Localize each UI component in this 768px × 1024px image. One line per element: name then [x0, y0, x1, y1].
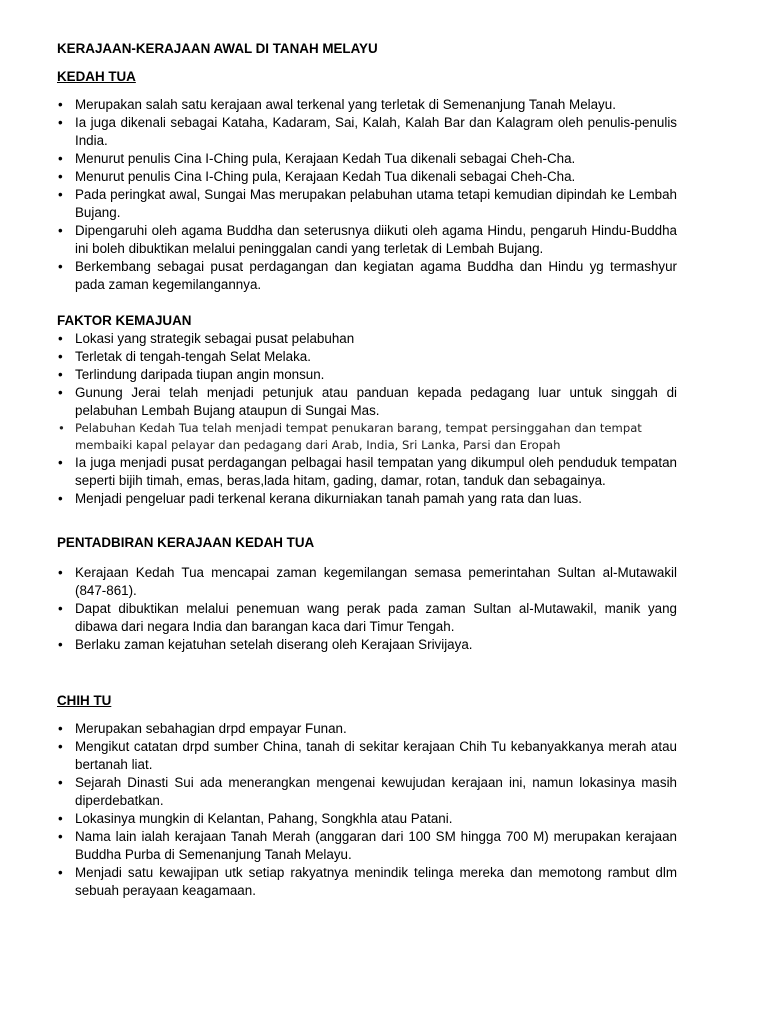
heading-faktor-kemajuan: FAKTOR KEMAJUAN [57, 313, 192, 328]
list-item: • Terletak di tengah-tengah Selat Melaka. [57, 348, 677, 366]
list-item: • Ia juga dikenali sebagai Kataha, Kadaram, Sai, Kalah, Kalah Bar dan Kalagram oleh penulis-penulis India. [57, 114, 677, 150]
list-pentadbiran [57, 564, 677, 654]
list-item: • Pada peringkat awal, Sungai Mas merupakan pelabuhan utama tetapi kemudian dipindah ke Lembah Bujang. [57, 186, 677, 222]
list-item: • Terlindung daripada tiupan angin monsun. [57, 366, 677, 384]
list-item: • Menjadi satu kewajipan utk setiap rakyatnya menindik telinga mereka dan memotong rambut dlm sebuah perayaan keagamaan. [57, 864, 677, 900]
list-chih-tu [57, 720, 677, 900]
list-item: • Ia juga menjadi pusat perdagangan pelbagai hasil tempatan yang dikumpul oleh penduduk tempatan seperti bijih timah, emas, beras,lada hitam, gading, damar, rotan, tanduk dan sebagainya. [57, 454, 677, 490]
document-title: KERAJAAN-KERAJAAN AWAL DI TANAH MELAYU [57, 41, 378, 56]
list-item: • Sejarah Dinasti Sui ada menerangkan mengenai kewujudan kerajaan ini, namun lokasinya masih diperdebatkan. [57, 774, 677, 810]
list-item: • Menurut penulis Cina I-Ching pula, Kerajaan Kedah Tua dikenali sebagai Cheh-Cha. [57, 168, 677, 186]
list-item: • Gunung Jerai telah menjadi petunjuk atau panduan kepada pedagang luar untuk singgah di pelabuhan Lembah Bujang ataupun di Sungai Mas. [57, 384, 677, 420]
list-item: • Menurut penulis Cina I-Ching pula, Kerajaan Kedah Tua dikenali sebagai Cheh-Cha. [57, 150, 677, 168]
list-faktor-kemajuan [57, 330, 677, 508]
list-item: • Mengikut catatan drpd sumber China, tanah di sekitar kerajaan Chih Tu kebanyakkanya merah atau bertanah liat. [57, 738, 677, 774]
list-item: • Merupakan sebahagian drpd empayar Funan. [57, 720, 677, 738]
list-item: • Lokasi yang strategik sebagai pusat pelabuhan [57, 330, 677, 348]
list-item: • Nama lain ialah kerajaan Tanah Merah (anggaran dari 100 SM hingga 700 M) merupakan kerajaan Buddha Purba di Semenanjung Tanah Melayu. [57, 828, 677, 864]
list-item: • Lokasinya mungkin di Kelantan, Pahang, Songkhla atau Patani. [57, 810, 677, 828]
heading-chih-tu: CHIH TU [57, 693, 112, 708]
list-item: • Dapat dibuktikan melalui penemuan wang perak pada zaman Sultan al-Mutawakil, manik yang dibawa dari negara India dan barangan kaca dari Timur Tengah. [57, 600, 677, 636]
list-item: • Kerajaan Kedah Tua mencapai zaman kegemilangan semasa pemerintahan Sultan al-Mutawakil (847-861). [57, 564, 677, 600]
list-item: • Berlaku zaman kejatuhan setelah diserang oleh Kerajaan Srivijaya. [57, 636, 677, 654]
list-item: • Dipengaruhi oleh agama Buddha dan seterusnya diikuti oleh agama Hindu, pengaruh Hindu-Buddha ini boleh dibuktikan melalui peninggalan candi yang terletak di Lembah Bujang. [57, 222, 677, 258]
document-page [57, 40, 677, 900]
list-kedah-tua [57, 96, 677, 294]
list-item: • Berkembang sebagai pusat perdagangan dan kegiatan agama Buddha dan Hindu yg termashyur pada zaman kegemilangannya. [57, 258, 677, 294]
heading-kedah-tua: KEDAH TUA [57, 69, 136, 84]
list-item: • Pelabuhan Kedah Tua telah menjadi tempat penukaran barang, tempat persinggahan dan tempat membaiki kapal pelayar dan pedagang dari Arab, India, Sri Lanka, Parsi dan Eropah [57, 420, 677, 454]
heading-pentadbiran: PENTADBIRAN KERAJAAN KEDAH TUA [57, 535, 315, 550]
list-item: • Merupakan salah satu kerajaan awal terkenal yang terletak di Semenanjung Tanah Melayu. [57, 96, 677, 114]
list-item: • Menjadi pengeluar padi terkenal kerana dikurniakan tanah pamah yang rata dan luas. [57, 490, 677, 508]
